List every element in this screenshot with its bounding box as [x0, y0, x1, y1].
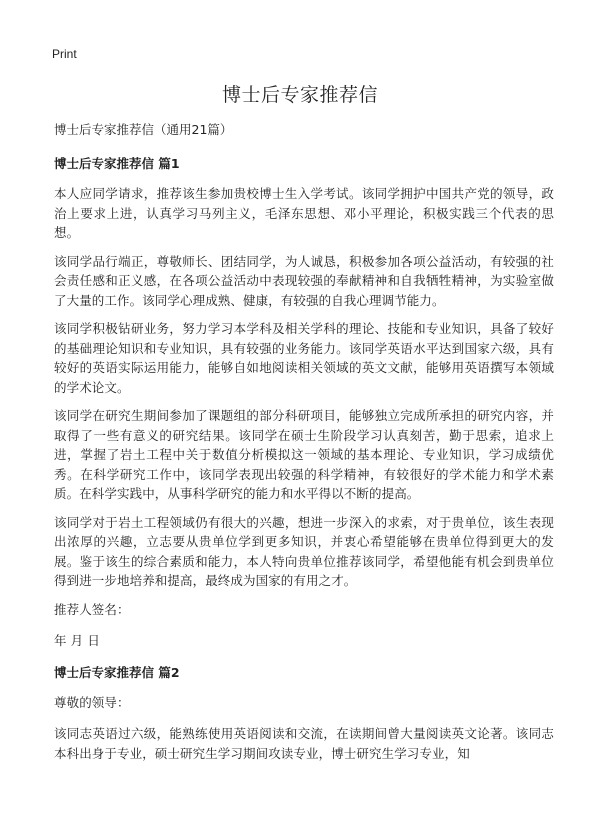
paragraph: 该同学在研究生期间参加了课题组的部分科研项目，能够独立完成所承担的研究内容，并取得了一些有意义的研究结果。该同学在硕士生阶段学习认真刻苦，勤于思索，追求上进，掌握了岩土工程中关于数值分析模拟这一领域的基本理论、专业知识，学习成绩优秀。在科学研究工作中，该同学表现出较强的科学精神，有较很好的学术能力和学术素质。在科学实践中，从事科学研究的能力和水平得以不断的提高。	[54, 408, 554, 501]
date-line: 年 月 日	[54, 633, 100, 648]
paragraph: 本人应同学请求，推荐该生参加贵校博士生入学考试。该同学拥护中国共产党的领导，政治上要求上进，认真学习马列主义，毛泽东思想、邓小平理论，积极实践三个代表的思想。	[54, 186, 554, 240]
paragraph: 该同学对于岩土工程领域仍有很大的兴趣，想进一步深入的求索，对于贵单位，该生表现出浓厚的兴趣，立志要从贵单位学到更多知识，并衷心希望能够在贵单位得到更大的发展。鉴于该生的综合素质和能力，本人特向贵单位推荐该同学，希望他能有机会到贵单位得到进一步地培养和提高，最终成为国家的有用之才。	[54, 514, 554, 588]
paragraph: 该同学积极钻研业务，努力学习本学科及相关学科的理论、技能和专业知识，具备了较好的基础理论知识和专业知识，具有较强的业务能力。该同学英语水平达到国家六级，具有较好的英语实际运用能力，能够自如地阅读相关领域的英文文献，能够用英语撰写本领域的学术论文。	[54, 321, 554, 395]
print-link[interactable]: Print	[52, 47, 77, 61]
salutation: 尊敬的领导：	[54, 694, 130, 710]
paragraph: 该同志英语过六级，能熟练使用英语阅读和交流，在读期间曾大量阅读英文论著。该同志本科出身于专业，硕士研究生学习期间攻读专业，博士研究生学习专业，知	[54, 726, 554, 761]
section-heading: 博士后专家推荐信 篇1	[54, 156, 180, 171]
document-body	[54, 120, 554, 772]
document-title: 博士后专家推荐信	[221, 84, 378, 106]
signature-label: 推荐人签名：	[54, 601, 130, 617]
section-heading: 博士后专家推荐信 篇2	[54, 664, 180, 680]
document-subtitle: 博士后专家推荐信（通用21篇）	[54, 122, 233, 137]
paragraph: 该同学品行端正，尊敬师长、团结同学，为人诚恳，积极参加各项公益活动，有较强的社会责任感和正义感，在各项公益活动中表现较强的奉献精神和自我牺牲精神，为实验室做了大量的工作。该同学心理成熟、健康，有较强的自我心理调节能力。	[54, 253, 554, 308]
